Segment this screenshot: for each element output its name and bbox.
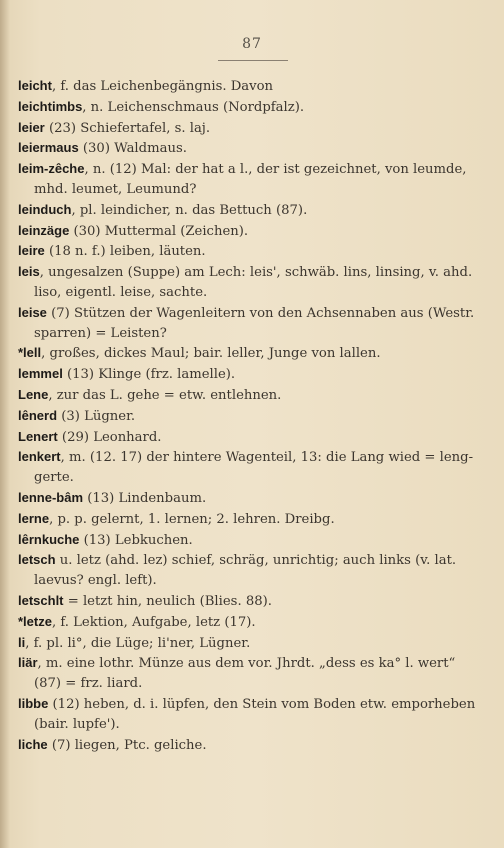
headword: *letze xyxy=(18,613,52,629)
definition: (30) Muttermal (Zeichen). xyxy=(69,223,249,239)
headword: lênerd xyxy=(18,407,58,423)
headword: lenkert xyxy=(18,449,61,465)
entry xyxy=(18,735,486,756)
definition: (13) Klinge (frz. lamelle). xyxy=(62,367,236,383)
definition: (18 n. f.) leiben, läuten. xyxy=(44,244,206,260)
entry xyxy=(18,385,486,406)
definition: , ungesalzen (Suppe) am Lech: leis', schwäb. lins, linsing, v. ahd. liso, eigentl. leise, sachte. xyxy=(34,265,473,300)
definition: , f. pl. li°, die Lüge; li'ner, Lügner. xyxy=(25,635,251,651)
headword: libbe xyxy=(18,695,49,711)
definition: , n. Leichenschmaus (Nordpfalz). xyxy=(82,99,305,115)
entry xyxy=(18,406,486,427)
headword: leier xyxy=(18,119,45,135)
headword: leim-zêche xyxy=(18,161,85,177)
headword: leise xyxy=(18,304,47,320)
headword: leichtimbs xyxy=(18,98,83,114)
definition: , f. Lektion, Aufgabe, letz (17). xyxy=(51,614,256,630)
definition: (29) Leonhard. xyxy=(57,429,162,445)
headword: lêrnkuche xyxy=(18,531,80,547)
definition: , p. p. gelernt, 1. lernen; 2. lehren. Dreibg. xyxy=(49,511,335,527)
definition: , n. (12) Mal: der hat a l., der ist gezeichnet, von leumde, mhd. leumet, Leumund? xyxy=(34,162,467,197)
gutter-shadow xyxy=(0,0,10,848)
headword: Lene xyxy=(18,386,49,402)
headword: leicht xyxy=(18,78,52,93)
headword: leiermaus xyxy=(18,140,79,156)
entry xyxy=(18,221,486,242)
headword: leinzäge xyxy=(18,222,70,238)
definition: , großes, dickes Maul; bair. leller, Junge von lallen. xyxy=(41,346,381,362)
entry xyxy=(18,200,486,221)
headword: lenne-bâm xyxy=(18,489,84,505)
entry xyxy=(18,694,486,735)
entry xyxy=(18,427,486,448)
definition: (12) heben, d. i. lüpfen, den Stein vom Boden etw. emporheben (bair. lupfe'). xyxy=(34,696,476,732)
entry xyxy=(18,241,486,262)
definition: (30) Waldmaus. xyxy=(78,141,187,157)
entry xyxy=(18,633,486,654)
definition: (13) Lebkuchen. xyxy=(79,532,193,548)
entry xyxy=(18,262,486,303)
definition: (7) liegen, Ptc. geliche. xyxy=(47,737,207,753)
headword: liär xyxy=(18,655,38,671)
dictionary-entries xyxy=(18,76,486,755)
header-rule xyxy=(218,60,288,61)
definition: = letzt hin, neulich (Blies. 88). xyxy=(63,593,272,609)
headword: liche xyxy=(18,736,48,752)
definition: , m. (12. 17) der hintere Wagenteil, 13: die Lang wied = leng-gerte. xyxy=(34,450,474,486)
entry xyxy=(18,509,486,530)
entry xyxy=(18,159,486,200)
entry xyxy=(18,653,486,694)
headword: lemmel xyxy=(18,366,63,382)
entry xyxy=(18,364,486,385)
entry xyxy=(18,488,486,509)
headword: *lell xyxy=(18,345,42,361)
entry xyxy=(18,138,486,159)
entry xyxy=(18,591,486,612)
page-number: 87 xyxy=(242,36,262,52)
definition: (23) Schiefertafel, s. laj. xyxy=(44,120,211,136)
headword: letsch xyxy=(18,552,56,568)
entry xyxy=(18,97,486,118)
definition: , zur das L. gehe = etw. entlehnen. xyxy=(48,387,282,403)
entry xyxy=(18,118,486,139)
headword: li xyxy=(18,634,26,650)
definition: u. letz (ahd. lez) schief, schräg, unrichtig; auch links (v. lat. laevus? engl. left). xyxy=(34,553,457,589)
entry xyxy=(18,303,486,344)
entry xyxy=(18,550,486,591)
definition: (3) Lügner. xyxy=(57,408,136,424)
definition: (7) Stützen der Wagenleitern von den Achsennaben aus (Westr. sparren) = Leisten? xyxy=(34,305,475,341)
headword: leinduch xyxy=(18,201,72,217)
definition: , pl. leindicher, n. das Bettuch (87). xyxy=(71,202,308,218)
headword: leis xyxy=(18,264,40,280)
headword: Lenert xyxy=(18,428,58,444)
entry xyxy=(18,343,486,364)
entry xyxy=(18,76,486,97)
headword: leire xyxy=(18,243,45,259)
entry xyxy=(18,530,486,551)
entry xyxy=(18,612,486,633)
entry xyxy=(18,447,486,488)
definition: (13) Lindenbaum. xyxy=(83,490,207,506)
headword: lerne xyxy=(18,510,50,526)
definition: , f. das Leichenbegängnis. Davon xyxy=(51,79,274,94)
headword: letschlt xyxy=(18,592,64,608)
definition: , m. eine lothr. Münze aus dem vor. Jhrdt. „dess es ka° l. wert“ (87) = frz. liard. xyxy=(34,656,456,692)
